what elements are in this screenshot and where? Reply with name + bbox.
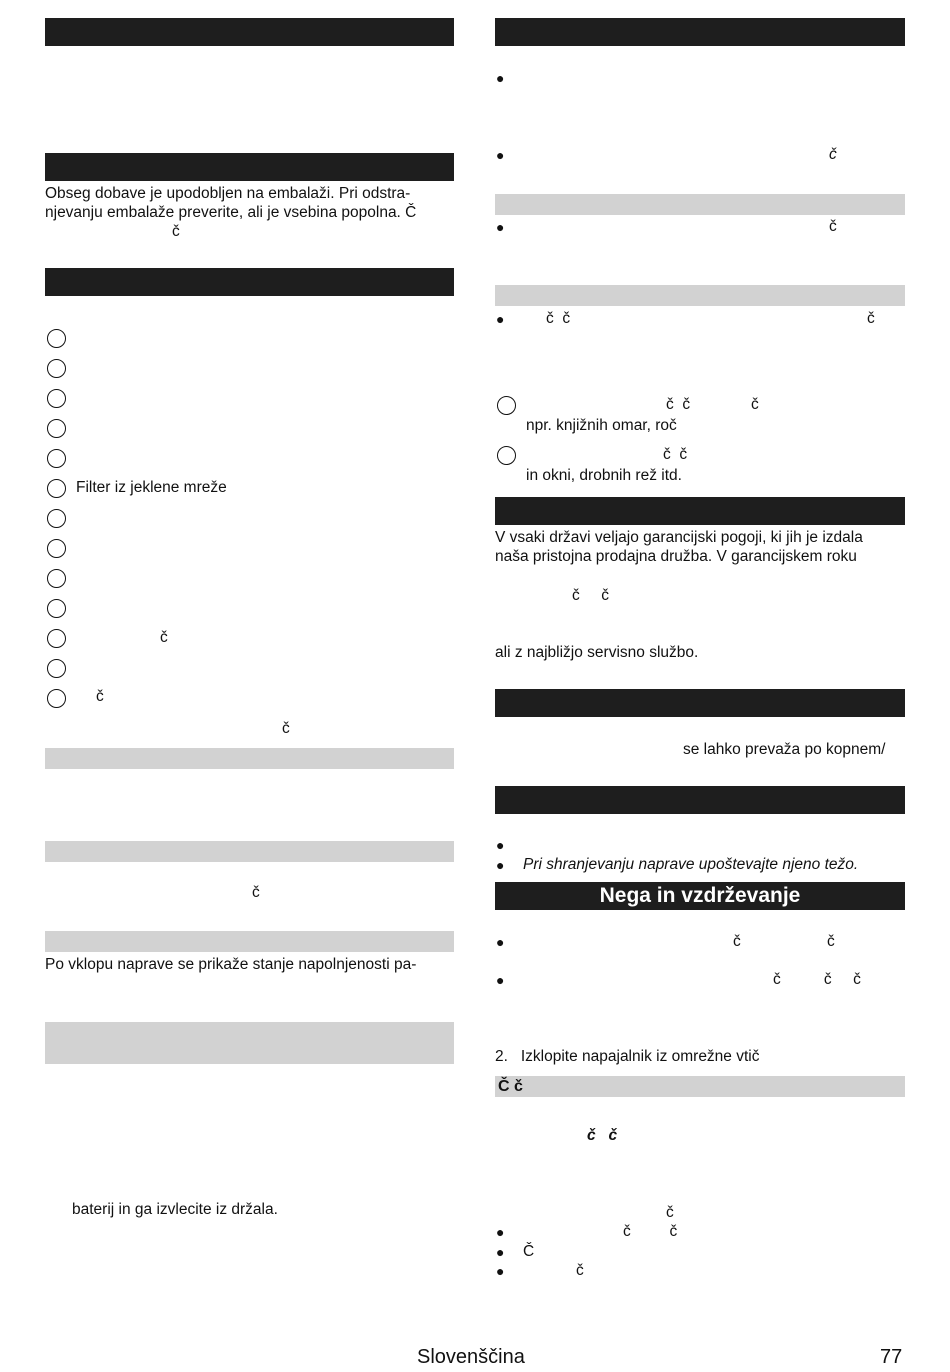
item-number-circle xyxy=(47,389,66,408)
item-number-circle xyxy=(47,509,66,528)
item-number-circle xyxy=(497,446,516,465)
warranty-service-text: ali z najbližjo servisno službo. xyxy=(495,644,699,661)
bullet-point: ● xyxy=(496,219,505,235)
subsection-header-bar xyxy=(45,931,454,952)
section-header-bar xyxy=(45,268,454,296)
item-number-circle xyxy=(47,479,66,498)
component-filter-label: Filter iz jeklene mreže xyxy=(76,479,227,496)
scope-text-line: njevanju embalaže preverite, ali je vsebina popolna. Č xyxy=(45,204,417,221)
item-number-circle xyxy=(47,569,66,588)
footer-page-number: 77 xyxy=(880,1346,903,1368)
example-text: č č xyxy=(663,446,688,463)
bullet-point: ● xyxy=(496,311,505,327)
care-section-title: Nega in vzdrževanje xyxy=(495,882,905,910)
component-note: č xyxy=(282,720,290,737)
bullet-point: ● xyxy=(496,1263,505,1279)
item-number-circle xyxy=(47,449,66,468)
step-text: 2. Izklopite napajalnik iz omrežne vtič xyxy=(495,1048,760,1065)
subsection-header-bar xyxy=(45,748,454,769)
subsection-header-bar xyxy=(45,1022,454,1064)
storage-weight-text: Pri shranjevanju naprave upoštevajte njeno težo. xyxy=(523,856,859,873)
bullet-point: ● xyxy=(496,1244,505,1260)
scope-text-line: č xyxy=(172,223,180,240)
transport-text: se lahko prevaža po kopnem/ xyxy=(683,741,886,758)
section-header-bar xyxy=(495,786,905,814)
bullet-text: č xyxy=(827,933,835,950)
example-text: in okni, drobnih rež itd. xyxy=(526,467,682,484)
bullet-text: č xyxy=(576,1262,584,1279)
item-number-circle xyxy=(47,329,66,348)
bullet-point: ● xyxy=(496,147,505,163)
battery-status-text: Po vklopu naprave se prikaže stanje napolnjenosti pa- xyxy=(45,956,417,973)
component-label: č xyxy=(160,629,168,646)
subsection-text: č xyxy=(252,884,260,901)
bullet-text: č xyxy=(829,146,837,163)
cleaning-subsection-bar: Č č xyxy=(495,1076,905,1097)
item-number-circle xyxy=(47,629,66,648)
scope-text-line: Obseg dobave je upodobljen na embalaži. Pri odstra- xyxy=(45,185,411,202)
bullet-text: č xyxy=(867,310,875,327)
section-header-bar xyxy=(495,497,905,525)
section-header-bar xyxy=(495,689,905,717)
cleaning-text: č č xyxy=(587,1127,618,1144)
bullet-text: Č xyxy=(523,1243,535,1260)
subsection-header-bar xyxy=(495,285,905,306)
battery-remove-text: baterij in ga izvlecite iz držala. xyxy=(72,1201,278,1218)
cleaning-text: č xyxy=(666,1204,674,1221)
bullet-point: ● xyxy=(496,934,505,950)
subsection-header-bar xyxy=(495,194,905,215)
bullet-text: č xyxy=(829,218,837,235)
example-text: č č xyxy=(666,396,691,413)
section-header-bar xyxy=(45,153,454,181)
section-header-bar xyxy=(45,18,454,46)
bullet-text: č č xyxy=(546,310,571,327)
item-number-circle xyxy=(47,659,66,678)
bullet-point: ● xyxy=(496,972,505,988)
component-label: č xyxy=(96,688,104,705)
item-number-circle xyxy=(497,396,516,415)
bullet-point: ● xyxy=(496,1224,505,1240)
example-text: č xyxy=(751,396,759,413)
bullet-point: ● xyxy=(496,837,505,853)
bullet-text: č xyxy=(733,933,741,950)
warranty-text-line: naša pristojna prodajna družba. V garancijskem roku xyxy=(495,548,857,565)
item-number-circle xyxy=(47,419,66,438)
item-number-circle xyxy=(47,359,66,378)
bullet-point: ● xyxy=(496,70,505,86)
bullet-point: ● xyxy=(496,857,505,873)
footer-language: Slovenščina xyxy=(417,1346,525,1368)
item-number-circle xyxy=(47,599,66,618)
warranty-text-line: č č xyxy=(572,587,610,604)
item-number-circle xyxy=(47,689,66,708)
subsection-header-bar xyxy=(45,841,454,862)
bullet-text: č č č xyxy=(773,971,861,988)
warranty-text-line: V vsaki državi veljajo garancijski pogoji, ki jih je izdala xyxy=(495,529,863,546)
example-text: npr. knjižnih omar, roč xyxy=(526,417,677,434)
item-number-circle xyxy=(47,539,66,558)
section-header-bar xyxy=(495,18,905,46)
bullet-text: č č xyxy=(623,1223,678,1240)
